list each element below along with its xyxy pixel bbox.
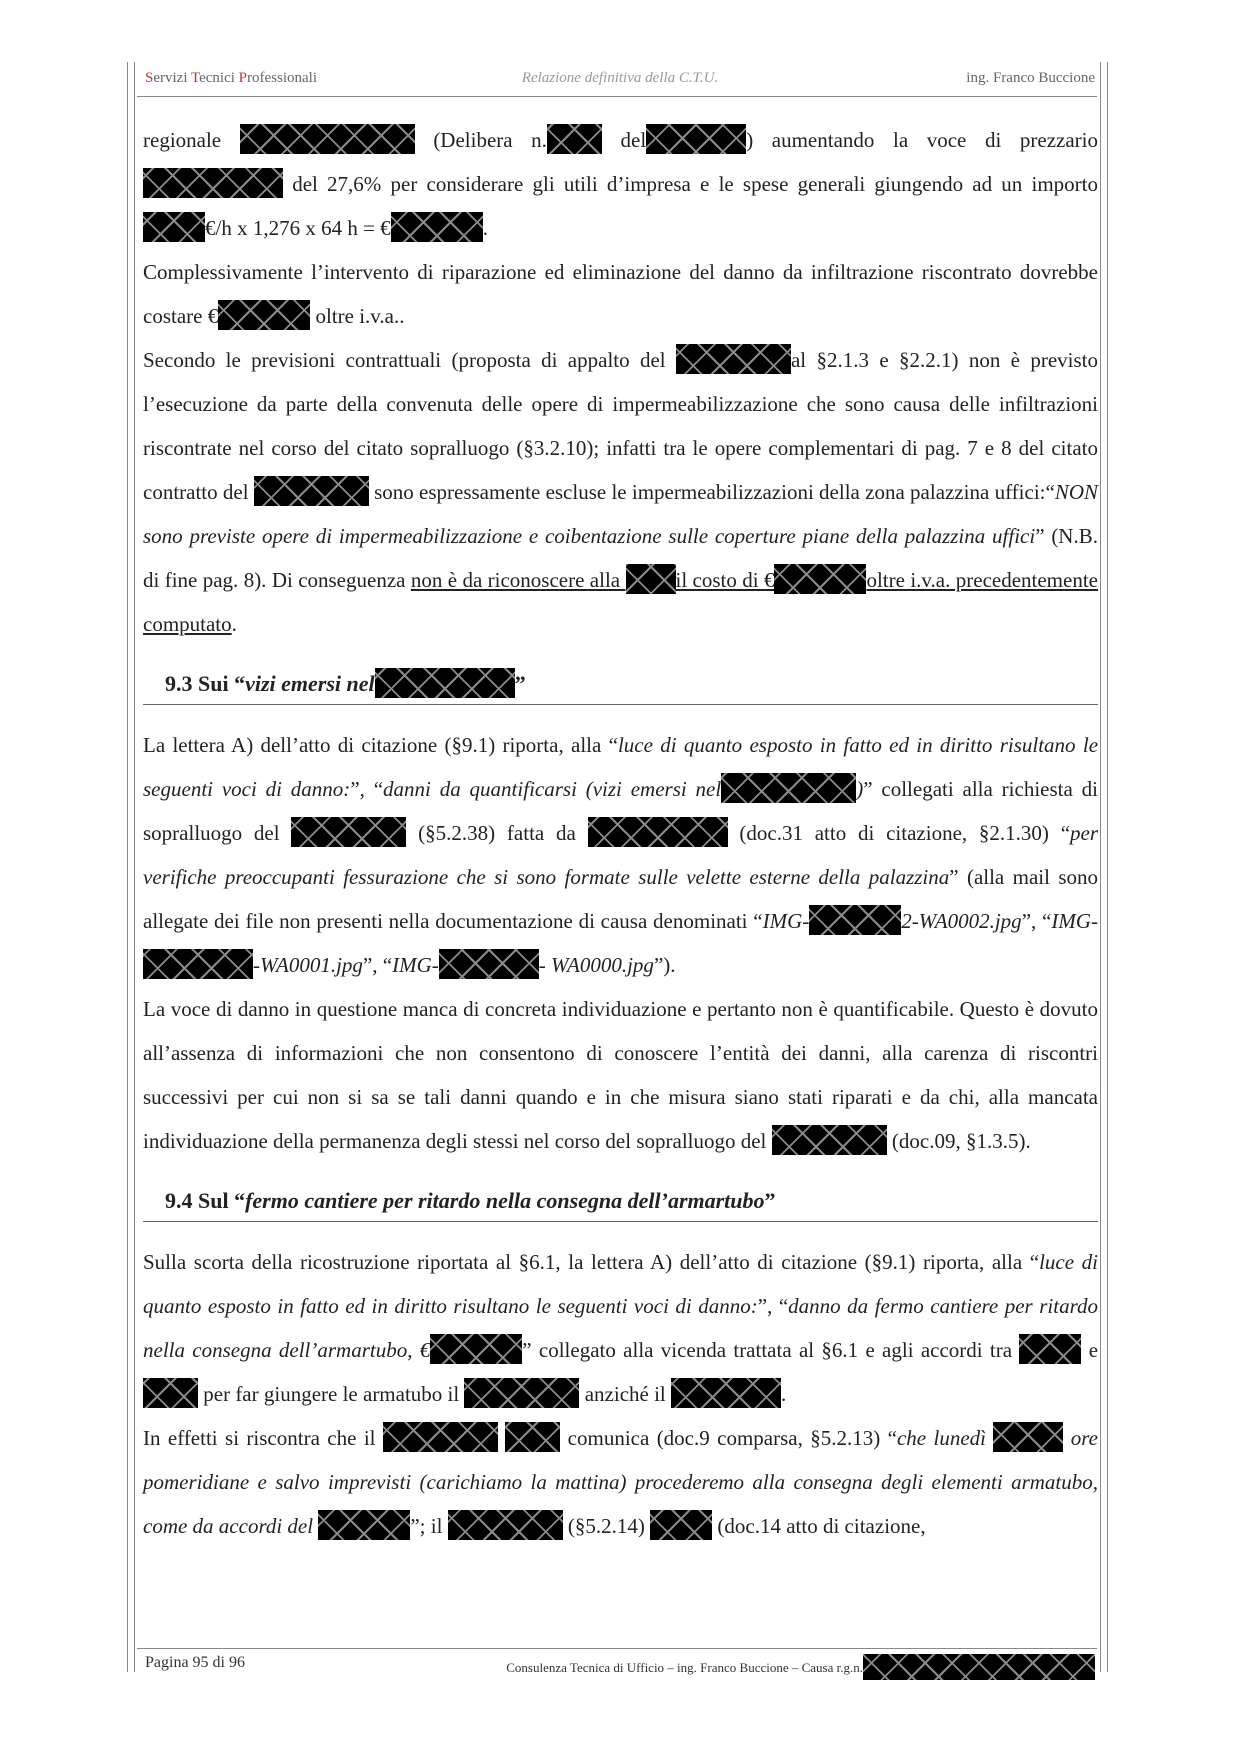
redaction-box — [375, 668, 515, 698]
redaction-box — [721, 773, 856, 803]
redaction-box — [646, 124, 746, 154]
redaction-box — [863, 1654, 1095, 1680]
paragraph-not-quantifiable: La voce di danno in questione manca di concreta individuazione e pertanto non è quantificabile. Questo è dovuto all’assenza di informazioni che non consentono di conoscere l’entità dei danni, alla carenza di riscontri successivi per cui non si sa se tali danni quando e in che misura siano stati riparati e da chi, alla mancata individuazione della permanenza degli stessi nel corso del sopralluogo del (doc.09, §1.3.5). — [143, 997, 1098, 1153]
header-author: ing. Franco Buccione — [966, 70, 1095, 86]
redaction-box — [505, 1422, 560, 1452]
section-divider — [143, 704, 1098, 705]
paragraph-cost-estimate: regionale (Delibera n. del ) aumentando la voce di prezzario del 27,6% per considerare gli utili d’impresa e le spese generali giungendo ad un importo €/h x 1,276 x 64 h = € . — [143, 118, 1098, 250]
page-frame-left-outer — [127, 62, 128, 1672]
paragraph-total-cost: Complessivamente l’intervento di riparazione ed eliminazione del danno da infiltrazione riscontrato dovrebbe costare € oltre i.v.a.. — [143, 260, 1098, 328]
redaction-box — [993, 1422, 1063, 1452]
redaction-box — [318, 1510, 410, 1540]
header-company: Servizi Tecnici Professionali — [145, 70, 317, 86]
section-divider — [143, 1221, 1098, 1222]
redaction-box — [143, 212, 205, 242]
paragraph-vizi-emersi: La lettera A) dell’atto di citazione (§9.1) riporta, alla “luce di quanto esposto in fatto ed in diritto risultano le seguenti voci di danno:”, “danni da quantificarsi (vizi emersi nel )” collegati alla richiesta di sopralluogo del (§5.2.38) fatta da (doc.31 atto di citazione, §2.1.30) “per verifiche preoccupanti fessurazione che si sono formate sulle velette esterne della palazzina” (alla mail sono allegate dei file non presenti nella documentazione di causa denominati “IMG- 2-WA0002.jpg”, “IMG--WA0001.jpg”, “IMG- - WA0000.jpg”). — [143, 733, 1099, 977]
header-divider — [137, 96, 1097, 97]
redaction-box — [809, 905, 901, 935]
redaction-box — [291, 817, 406, 847]
redaction-box — [547, 124, 602, 154]
redaction-box — [1019, 1334, 1081, 1364]
page-frame-right-inner — [1100, 62, 1101, 1672]
redaction-box — [448, 1510, 563, 1540]
paragraph-fermo-cantiere: Sulla scorta della ricostruzione riportata al §6.1, la lettera A) dell’atto di citazione (§9.1) riporta, alla “luce di quanto esposto in fatto ed in diritto risultano le seguenti voci di danno:”, “danno da fermo cantiere per ritardo nella consegna dell’armartubo, € ” collegato alla vicenda trattata al §6.1 e agli accordi tra e per far giungere le armatubo il anziché il . — [143, 1250, 1099, 1406]
page-footer — [145, 1654, 1095, 1678]
redaction-box — [650, 1510, 712, 1540]
redaction-box — [430, 1334, 522, 1364]
redaction-box — [143, 168, 283, 198]
footer-case-reference: Consulenza Tecnica di Ufficio – ing. Franco Buccione – Causa r.g.n. — [506, 1654, 1095, 1680]
redaction-box — [439, 949, 539, 979]
redaction-box — [240, 124, 415, 154]
paragraph-contract-provisions: Secondo le previsioni contrattuali (proposta di appalto del al §2.1.3 e §2.2.1) non è previsto l’esecuzione da parte della convenuta delle opere di impermeabilizzazione che sono causa delle infiltrazioni riscontrate nel corso del citato sopralluogo (§3.2.10); infatti tra le opere complementari di pag. 7 e 8 del citato contratto del sono espressamente escluse le impermeabilizzazioni della zona palazzina uffici:“NON sono previste opere di impermeabilizzazione e coibentazione sulle coperture piane della palazzina uffici” (N.B. di fine pag. 8). Di conseguenza non è da riconoscere alla il costo di € oltre i.v.a. precedentemente computato. — [143, 338, 1098, 646]
redaction-box — [143, 1378, 198, 1408]
page-header — [145, 70, 1095, 96]
redaction-box — [218, 300, 310, 330]
redaction-box — [143, 949, 253, 979]
redaction-box — [774, 564, 866, 594]
redaction-box — [383, 1422, 498, 1452]
header-document-title: Relazione definitiva della C.T.U. — [521, 70, 719, 86]
paragraph-delivery-communication: In effetti si riscontra che il comunica (doc.9 comparsa, §5.2.13) “che lunedì ore pomeridiane e salvo imprevisti (carichiamo la mattina) procederemo alla consegna degli elementi armatubo, come da accordi del ”; il (§5.2.14) (doc.14 atto di citazione, — [143, 1416, 1098, 1548]
redaction-box — [464, 1378, 579, 1408]
redaction-box — [254, 476, 369, 506]
footer-divider — [137, 1648, 1097, 1649]
redaction-box — [626, 564, 676, 594]
section-heading-9-4: 9.4 Sul “fermo cantiere per ritardo nella consegna dell’armartubo” — [143, 1181, 1098, 1222]
page-frame-right-outer — [1107, 62, 1108, 1672]
document-body — [143, 118, 1098, 1548]
redaction-box — [676, 344, 791, 374]
section-heading-9-3: 9.3 Sui “vizi emersi nel ” — [143, 664, 1098, 705]
redaction-box — [772, 1125, 887, 1155]
redaction-box — [588, 817, 728, 847]
page-frame-left-inner — [134, 62, 135, 1672]
redaction-box — [671, 1378, 781, 1408]
redaction-box — [391, 212, 483, 242]
footer-page-number: Pagina 95 di 96 — [145, 1654, 245, 1671]
